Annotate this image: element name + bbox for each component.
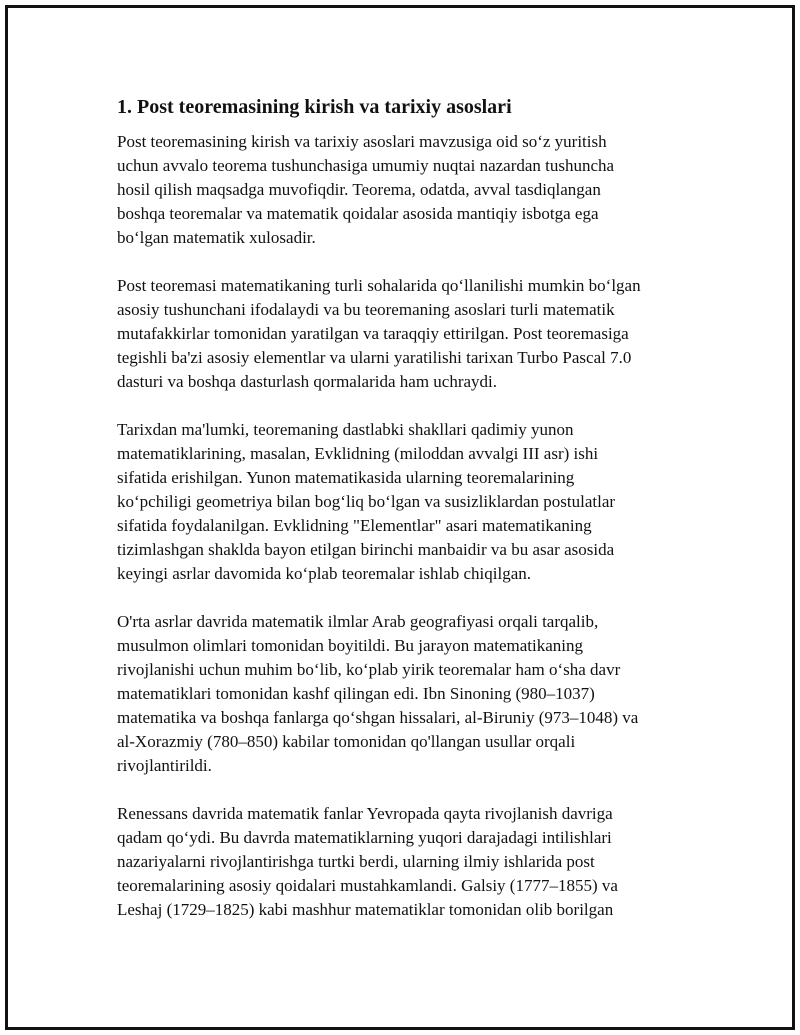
text-line: sifatida erishilgan. Yunon matematikasida ularning teoremalarining xyxy=(117,468,575,487)
text-line: Leshaj (1729–1825) kabi mashhur matematiklar tomonidan olib borilgan xyxy=(117,900,614,919)
text-line: asosiy tushunchani ifodalaydi va bu teoremaning asoslari turli matematik xyxy=(117,300,615,319)
text-line: hosil qilish maqsadga muvofiqdir. Teorema, odatda, avval tasdiqlangan xyxy=(117,180,601,199)
text-line: musulmon olimlari tomonidan boyitildi. Bu jarayon matematikaning xyxy=(117,636,584,655)
text-line: Renessans davrida matematik fanlar Yevropada qayta rivojlanish davriga xyxy=(117,804,613,823)
text-line: rivojlantirildi. xyxy=(117,756,212,775)
text-line: ko‘pchiligi geometriya bilan bog‘liq bo‘lgan va susizliklardan postulatlar xyxy=(117,492,616,511)
text-line: keyingi asrlar davomida ko‘plab teoremalar ishlab chiqilgan. xyxy=(117,564,532,583)
text-line: mutafakkirlar tomonidan yaratilgan va taraqqiy ettirilgan. Post teoremasiga xyxy=(117,324,629,343)
document-body xyxy=(117,94,697,946)
text-line: sifatida foydalanilgan. Evklidning "Elementlar" asari matematikaning xyxy=(117,516,592,535)
text-line: matematika va boshqa fanlarga qo‘shgan hissalari, al-Biruniy (973–1048) va xyxy=(117,708,639,727)
text-line: tegishli ba'zi asosiy elementlar va ularni yaratilishi tarixan Turbo Pascal 7.0 xyxy=(117,348,632,367)
paragraph xyxy=(117,130,697,250)
text-line: uchun avvalo teorema tushunchasiga umumiy nuqtai nazardan tushuncha xyxy=(117,156,615,175)
text-line: teoremalarining asosiy qoidalari mustahkamlandi. Galsiy (1777–1855) va xyxy=(117,876,618,895)
paragraph-list xyxy=(117,130,697,922)
text-line: rivojlanishi uchun muhim bo‘lib, ko‘plab yirik teoremalar ham o‘sha davr xyxy=(117,660,621,679)
text-line: boshqa teoremalar va matematik qoidalar asosida mantiqiy isbotga ega xyxy=(117,204,599,223)
text-line: nazariyalarni rivojlantirishga turtki berdi, ularning ilmiy ishlarida post xyxy=(117,852,595,871)
text-line: Post teoremasining kirish va tarixiy asoslari mavzusiga oid so‘z yuritish xyxy=(117,132,607,151)
text-line: bo‘lgan matematik xulosadir. xyxy=(117,228,316,247)
section-heading: 1. Post teoremasining kirish va tarixiy asoslari xyxy=(117,96,512,118)
text-line: Post teoremasi matematikaning turli sohalarida qo‘llanilishi mumkin bo‘lgan xyxy=(117,276,641,295)
paragraph xyxy=(117,274,697,394)
text-line: matematiklarining, masalan, Evklidning (miloddan avvalgi III asr) ishi xyxy=(117,444,599,463)
text-line: qadam qo‘ydi. Bu davrda matematiklarning yuqori darajadagi intilishlari xyxy=(117,828,612,847)
text-line: O'rta asrlar davrida matematik ilmlar Arab geografiyasi orqali tarqalib, xyxy=(117,612,599,631)
text-line: tizimlashgan shaklda bayon etilgan birinchi manbaidir va bu asar asosida xyxy=(117,540,615,559)
paragraph xyxy=(117,418,697,586)
paragraph xyxy=(117,610,697,778)
text-line: al-Xorazmiy (780–850) kabilar tomonidan qo'llangan usullar orqali xyxy=(117,732,576,751)
text-line: Tarixdan ma'lumki, teoremaning dastlabki shakllari qadimiy yunon xyxy=(117,420,574,439)
paragraph xyxy=(117,802,697,922)
text-line: matematiklari tomonidan kashf qilingan edi. Ibn Sinoning (980–1037) xyxy=(117,684,595,703)
text-line: dasturi va boshqa dasturlash qormalarida ham uchraydi. xyxy=(117,372,498,391)
